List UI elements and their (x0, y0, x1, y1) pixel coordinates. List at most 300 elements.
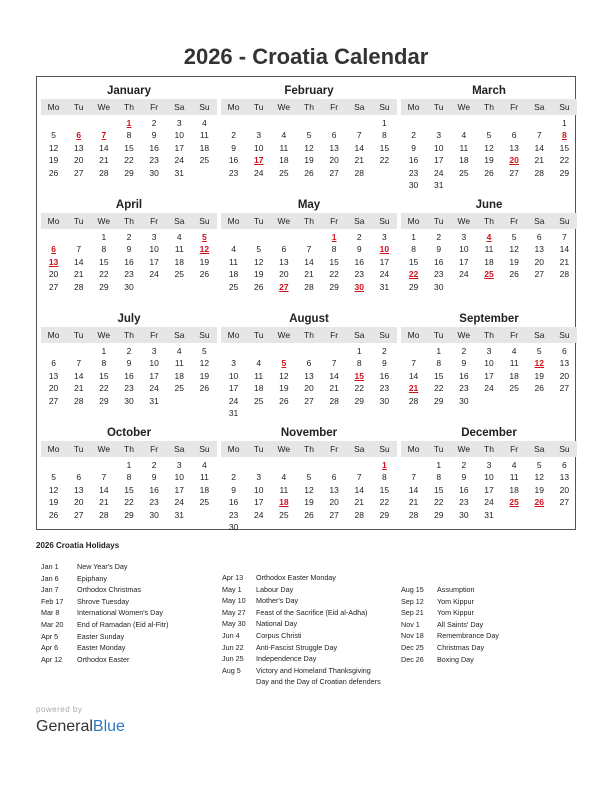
day-cell[interactable]: 21 (304, 269, 314, 280)
day-cell[interactable]: 10 (149, 358, 159, 369)
day-cell[interactable]: 30 (149, 167, 159, 178)
day-cell[interactable]: 27 (509, 167, 519, 178)
day-cell[interactable]: 14 (408, 370, 419, 381)
day-cell[interactable]: 10 (228, 370, 239, 381)
holiday-day-cell[interactable]: 4 (486, 232, 492, 242)
day-cell[interactable]: 19 (534, 484, 544, 495)
day-cell[interactable]: 5 (536, 460, 542, 470)
day-cell[interactable]: 13 (559, 472, 570, 483)
day-cell[interactable]: 13 (304, 370, 314, 381)
day-cell[interactable]: 1 (101, 232, 107, 242)
day-cell[interactable]: 25 (174, 383, 184, 394)
day-cell[interactable]: 15 (124, 142, 134, 153)
day-cell[interactable]: 16 (149, 484, 159, 495)
day-cell[interactable]: 28 (73, 395, 84, 406)
holiday-day-cell[interactable]: 22 (408, 269, 419, 280)
day-cell[interactable]: 4 (281, 472, 287, 483)
day-cell[interactable]: 25 (459, 167, 469, 178)
day-cell[interactable]: 21 (354, 497, 364, 508)
day-cell[interactable]: 30 (228, 521, 239, 532)
day-cell[interactable]: 24 (174, 155, 184, 166)
day-cell[interactable]: 9 (461, 472, 467, 483)
day-cell[interactable]: 16 (228, 155, 239, 166)
day-cell[interactable]: 7 (562, 232, 567, 242)
holiday-day-cell[interactable]: 6 (76, 130, 82, 141)
day-cell[interactable]: 20 (48, 269, 59, 280)
day-cell[interactable]: 4 (281, 130, 287, 141)
day-cell[interactable]: 24 (253, 509, 264, 520)
day-cell[interactable]: 6 (281, 244, 287, 255)
day-cell[interactable]: 7 (411, 358, 416, 369)
day-cell[interactable]: 25 (199, 497, 210, 508)
day-cell[interactable]: 16 (379, 370, 390, 381)
holiday-day-cell[interactable]: 17 (253, 155, 264, 166)
day-cell[interactable]: 5 (51, 130, 56, 141)
day-cell[interactable]: 2 (126, 232, 132, 242)
day-cell[interactable]: 2 (461, 346, 467, 356)
day-cell[interactable]: 26 (199, 383, 210, 394)
holiday-day-cell[interactable]: 27 (279, 281, 289, 292)
day-cell[interactable]: 13 (73, 142, 84, 153)
day-cell[interactable]: 6 (331, 472, 337, 483)
day-cell[interactable]: 10 (174, 472, 184, 483)
day-cell[interactable]: 20 (559, 484, 570, 495)
day-cell[interactable]: 9 (382, 358, 387, 369)
day-cell[interactable]: 24 (149, 383, 159, 394)
day-cell[interactable]: 30 (379, 395, 390, 406)
day-cell[interactable]: 4 (202, 118, 207, 128)
day-cell[interactable]: 1 (126, 460, 132, 470)
day-cell[interactable]: 12 (48, 142, 59, 153)
day-cell[interactable]: 23 (379, 383, 390, 394)
day-cell[interactable]: 17 (149, 256, 159, 267)
day-cell[interactable]: 12 (304, 484, 314, 495)
day-cell[interactable]: 30 (459, 509, 469, 520)
day-cell[interactable]: 4 (511, 460, 517, 470)
day-cell[interactable]: 7 (356, 472, 362, 483)
day-cell[interactable]: 19 (48, 497, 59, 508)
day-cell[interactable]: 4 (231, 244, 236, 255)
day-cell[interactable]: 8 (382, 130, 387, 141)
day-cell[interactable]: 3 (151, 232, 157, 242)
day-cell[interactable]: 11 (484, 244, 494, 255)
day-cell[interactable]: 24 (174, 497, 184, 508)
day-cell[interactable]: 18 (509, 484, 519, 495)
day-cell[interactable]: 6 (76, 472, 82, 483)
day-cell[interactable]: 29 (559, 167, 570, 178)
day-cell[interactable]: 26 (48, 509, 59, 520)
day-cell[interactable]: 19 (304, 497, 314, 508)
day-cell[interactable]: 4 (461, 130, 467, 141)
day-cell[interactable]: 28 (559, 269, 570, 280)
day-cell[interactable]: 11 (509, 472, 519, 483)
day-cell[interactable]: 17 (174, 484, 184, 495)
day-cell[interactable]: 4 (176, 346, 182, 356)
day-cell[interactable]: 9 (461, 358, 467, 369)
holiday-day-cell[interactable]: 26 (534, 497, 544, 508)
day-cell[interactable]: 15 (99, 256, 109, 267)
day-cell[interactable]: 30 (459, 395, 469, 406)
day-cell[interactable]: 22 (124, 155, 134, 166)
day-cell[interactable]: 20 (534, 256, 544, 267)
day-cell[interactable]: 24 (253, 167, 264, 178)
day-cell[interactable]: 30 (124, 281, 134, 292)
holiday-day-cell[interactable]: 21 (408, 383, 419, 394)
day-cell[interactable]: 23 (149, 497, 159, 508)
day-cell[interactable]: 13 (329, 484, 339, 495)
day-cell[interactable]: 25 (253, 395, 264, 406)
day-cell[interactable]: 21 (329, 383, 339, 394)
day-cell[interactable]: 14 (354, 142, 364, 153)
day-cell[interactable]: 28 (354, 509, 364, 520)
day-cell[interactable]: 5 (486, 130, 492, 141)
day-cell[interactable]: 11 (279, 484, 289, 495)
day-cell[interactable]: 16 (354, 256, 364, 267)
day-cell[interactable]: 21 (559, 256, 570, 267)
day-cell[interactable]: 30 (433, 281, 444, 292)
day-cell[interactable]: 8 (382, 472, 387, 483)
day-cell[interactable]: 14 (329, 370, 339, 381)
day-cell[interactable]: 13 (48, 370, 59, 381)
day-cell[interactable]: 5 (306, 472, 312, 483)
day-cell[interactable]: 23 (124, 269, 134, 280)
day-cell[interactable]: 9 (231, 484, 236, 495)
day-cell[interactable]: 14 (73, 256, 84, 267)
day-cell[interactable]: 18 (199, 142, 210, 153)
day-cell[interactable]: 18 (228, 269, 239, 280)
day-cell[interactable]: 15 (124, 484, 134, 495)
day-cell[interactable]: 19 (199, 256, 210, 267)
day-cell[interactable]: 28 (99, 167, 109, 178)
day-cell[interactable]: 13 (534, 244, 544, 255)
day-cell[interactable]: 14 (354, 484, 364, 495)
day-cell[interactable]: 8 (101, 244, 107, 255)
day-cell[interactable]: 17 (433, 155, 444, 166)
holiday-day-cell[interactable]: 15 (354, 370, 364, 381)
day-cell[interactable]: 5 (306, 130, 312, 141)
day-cell[interactable]: 26 (304, 509, 314, 520)
day-cell[interactable]: 31 (228, 407, 239, 418)
day-cell[interactable]: 19 (484, 155, 494, 166)
day-cell[interactable]: 22 (329, 269, 339, 280)
day-cell[interactable]: 18 (199, 484, 210, 495)
day-cell[interactable]: 10 (253, 484, 264, 495)
day-cell[interactable]: 6 (306, 358, 312, 369)
day-cell[interactable]: 2 (461, 460, 467, 470)
day-cell[interactable]: 29 (329, 281, 339, 292)
day-cell[interactable]: 11 (279, 142, 289, 153)
day-cell[interactable]: 11 (174, 358, 184, 369)
day-cell[interactable]: 29 (99, 281, 109, 292)
day-cell[interactable]: 25 (279, 167, 289, 178)
day-cell[interactable]: 23 (408, 167, 419, 178)
day-cell[interactable]: 5 (51, 472, 56, 483)
day-cell[interactable]: 23 (459, 497, 469, 508)
day-cell[interactable]: 29 (379, 509, 390, 520)
day-cell[interactable]: 10 (433, 142, 444, 153)
day-cell[interactable]: 17 (484, 484, 494, 495)
day-cell[interactable]: 16 (124, 370, 134, 381)
day-cell[interactable]: 18 (484, 256, 494, 267)
day-cell[interactable]: 18 (459, 155, 469, 166)
day-cell[interactable]: 16 (124, 256, 134, 267)
day-cell[interactable]: 7 (76, 244, 82, 255)
day-cell[interactable]: 2 (231, 130, 236, 141)
day-cell[interactable]: 19 (48, 155, 59, 166)
day-cell[interactable]: 13 (329, 142, 339, 153)
day-cell[interactable]: 14 (559, 244, 570, 255)
day-cell[interactable]: 12 (48, 484, 59, 495)
day-cell[interactable]: 21 (534, 155, 544, 166)
holiday-day-cell[interactable]: 7 (101, 130, 107, 141)
day-cell[interactable]: 16 (433, 256, 444, 267)
day-cell[interactable]: 8 (411, 244, 416, 255)
day-cell[interactable]: 19 (509, 256, 519, 267)
day-cell[interactable]: 11 (254, 370, 264, 381)
day-cell[interactable]: 3 (382, 232, 387, 242)
day-cell[interactable]: 17 (174, 142, 184, 153)
day-cell[interactable]: 12 (304, 142, 314, 153)
day-cell[interactable]: 3 (176, 118, 182, 128)
day-cell[interactable]: 11 (509, 358, 519, 369)
holiday-day-cell[interactable]: 18 (279, 497, 289, 508)
day-cell[interactable]: 8 (126, 130, 132, 141)
day-cell[interactable]: 6 (562, 346, 567, 356)
day-cell[interactable]: 19 (534, 370, 544, 381)
day-cell[interactable]: 1 (562, 118, 567, 128)
day-cell[interactable]: 26 (509, 269, 519, 280)
day-cell[interactable]: 29 (354, 395, 364, 406)
day-cell[interactable]: 8 (436, 358, 442, 369)
day-cell[interactable]: 31 (433, 179, 444, 190)
day-cell[interactable]: 25 (228, 281, 239, 292)
holiday-day-cell[interactable]: 1 (382, 460, 387, 470)
day-cell[interactable]: 21 (99, 497, 109, 508)
day-cell[interactable]: 22 (99, 383, 109, 394)
day-cell[interactable]: 27 (534, 269, 544, 280)
day-cell[interactable]: 28 (354, 167, 364, 178)
day-cell[interactable]: 1 (411, 232, 416, 242)
day-cell[interactable]: 15 (433, 370, 444, 381)
day-cell[interactable]: 2 (126, 346, 132, 356)
day-cell[interactable]: 22 (559, 155, 570, 166)
day-cell[interactable]: 21 (73, 383, 84, 394)
day-cell[interactable]: 25 (199, 155, 210, 166)
holiday-day-cell[interactable]: 12 (199, 244, 210, 255)
day-cell[interactable]: 14 (99, 142, 109, 153)
day-cell[interactable]: 17 (379, 256, 390, 267)
day-cell[interactable]: 14 (408, 484, 419, 495)
day-cell[interactable]: 21 (99, 155, 109, 166)
day-cell[interactable]: 27 (559, 497, 570, 508)
day-cell[interactable]: 30 (149, 509, 159, 520)
day-cell[interactable]: 17 (484, 370, 494, 381)
day-cell[interactable]: 3 (486, 346, 492, 356)
day-cell[interactable]: 27 (329, 509, 339, 520)
day-cell[interactable]: 8 (436, 472, 442, 483)
day-cell[interactable]: 22 (379, 497, 390, 508)
day-cell[interactable]: 3 (436, 130, 442, 141)
day-cell[interactable]: 22 (124, 497, 134, 508)
day-cell[interactable]: 6 (51, 358, 56, 369)
day-cell[interactable]: 11 (229, 256, 238, 267)
day-cell[interactable]: 9 (151, 130, 157, 141)
day-cell[interactable]: 26 (304, 167, 314, 178)
day-cell[interactable]: 2 (382, 346, 387, 356)
day-cell[interactable]: 16 (459, 370, 469, 381)
day-cell[interactable]: 18 (174, 256, 184, 267)
day-cell[interactable]: 15 (379, 142, 390, 153)
holiday-day-cell[interactable]: 8 (562, 130, 567, 141)
day-cell[interactable]: 9 (411, 142, 416, 153)
day-cell[interactable]: 17 (253, 497, 264, 508)
day-cell[interactable]: 28 (534, 167, 544, 178)
day-cell[interactable]: 17 (228, 383, 239, 394)
day-cell[interactable]: 2 (411, 130, 416, 141)
day-cell[interactable]: 1 (436, 346, 442, 356)
day-cell[interactable]: 12 (484, 142, 494, 153)
day-cell[interactable]: 6 (511, 130, 517, 141)
day-cell[interactable]: 11 (200, 472, 209, 483)
day-cell[interactable]: 14 (99, 484, 109, 495)
holiday-day-cell[interactable]: 25 (509, 497, 519, 508)
day-cell[interactable]: 3 (486, 460, 492, 470)
day-cell[interactable]: 14 (304, 256, 314, 267)
day-cell[interactable]: 3 (256, 130, 262, 141)
day-cell[interactable]: 30 (124, 395, 134, 406)
day-cell[interactable]: 16 (228, 497, 239, 508)
day-cell[interactable]: 23 (149, 155, 159, 166)
day-cell[interactable]: 19 (304, 155, 314, 166)
day-cell[interactable]: 19 (279, 383, 289, 394)
holiday-day-cell[interactable]: 25 (484, 269, 494, 280)
day-cell[interactable]: 7 (536, 130, 542, 141)
day-cell[interactable]: 24 (379, 269, 390, 280)
day-cell[interactable]: 15 (433, 484, 444, 495)
day-cell[interactable]: 18 (509, 370, 519, 381)
day-cell[interactable]: 16 (149, 142, 159, 153)
day-cell[interactable]: 2 (436, 232, 442, 242)
day-cell[interactable]: 9 (126, 358, 132, 369)
day-cell[interactable]: 11 (200, 130, 209, 141)
day-cell[interactable]: 5 (202, 346, 207, 356)
day-cell[interactable]: 25 (509, 383, 519, 394)
day-cell[interactable]: 10 (149, 244, 159, 255)
day-cell[interactable]: 8 (101, 358, 107, 369)
day-cell[interactable]: 3 (461, 232, 467, 242)
day-cell[interactable]: 9 (231, 142, 236, 153)
day-cell[interactable]: 11 (459, 142, 469, 153)
day-cell[interactable]: 29 (124, 167, 134, 178)
day-cell[interactable]: 31 (379, 281, 390, 292)
day-cell[interactable]: 7 (411, 472, 416, 483)
day-cell[interactable]: 9 (436, 244, 442, 255)
day-cell[interactable]: 2 (151, 460, 157, 470)
day-cell[interactable]: 20 (279, 269, 289, 280)
day-cell[interactable]: 7 (76, 358, 82, 369)
day-cell[interactable]: 26 (253, 281, 264, 292)
day-cell[interactable]: 4 (202, 460, 207, 470)
day-cell[interactable]: 28 (408, 395, 419, 406)
day-cell[interactable]: 3 (256, 472, 262, 483)
day-cell[interactable]: 28 (329, 395, 339, 406)
holiday-day-cell[interactable]: 1 (331, 232, 337, 242)
day-cell[interactable]: 25 (174, 269, 184, 280)
day-cell[interactable]: 2 (151, 118, 157, 128)
day-cell[interactable]: 22 (433, 383, 444, 394)
holiday-day-cell[interactable]: 30 (354, 281, 364, 292)
day-cell[interactable]: 3 (231, 358, 236, 369)
day-cell[interactable]: 12 (279, 370, 289, 381)
day-cell[interactable]: 12 (199, 358, 210, 369)
day-cell[interactable]: 2 (231, 472, 236, 483)
holiday-day-cell[interactable]: 5 (202, 232, 207, 242)
day-cell[interactable]: 23 (228, 167, 239, 178)
day-cell[interactable]: 17 (149, 370, 159, 381)
day-cell[interactable]: 20 (73, 497, 84, 508)
day-cell[interactable]: 13 (509, 142, 519, 153)
day-cell[interactable]: 26 (279, 395, 289, 406)
holiday-day-cell[interactable]: 1 (126, 118, 132, 128)
day-cell[interactable]: 10 (484, 358, 494, 369)
day-cell[interactable]: 20 (559, 370, 570, 381)
day-cell[interactable]: 29 (433, 395, 444, 406)
day-cell[interactable]: 29 (408, 281, 419, 292)
day-cell[interactable]: 28 (408, 509, 419, 520)
day-cell[interactable]: 13 (559, 358, 570, 369)
day-cell[interactable]: 13 (73, 484, 84, 495)
day-cell[interactable]: 22 (354, 383, 364, 394)
holiday-day-cell[interactable]: 20 (509, 155, 519, 166)
day-cell[interactable]: 20 (304, 383, 314, 394)
day-cell[interactable]: 31 (484, 509, 494, 520)
day-cell[interactable]: 18 (174, 370, 184, 381)
day-cell[interactable]: 23 (228, 509, 239, 520)
day-cell[interactable]: 19 (253, 269, 264, 280)
day-cell[interactable]: 29 (433, 509, 444, 520)
day-cell[interactable]: 6 (562, 460, 567, 470)
day-cell[interactable]: 20 (48, 383, 59, 394)
day-cell[interactable]: 11 (174, 244, 184, 255)
day-cell[interactable]: 28 (304, 281, 314, 292)
day-cell[interactable]: 31 (149, 395, 159, 406)
day-cell[interactable]: 9 (126, 244, 132, 255)
day-cell[interactable]: 3 (151, 346, 157, 356)
day-cell[interactable]: 26 (534, 383, 544, 394)
brand-logo[interactable] (36, 718, 125, 736)
day-cell[interactable]: 12 (534, 472, 544, 483)
day-cell[interactable]: 31 (174, 167, 184, 178)
day-cell[interactable]: 9 (151, 472, 157, 483)
day-cell[interactable]: 7 (101, 472, 107, 483)
day-cell[interactable]: 5 (511, 232, 517, 242)
day-cell[interactable]: 30 (408, 179, 419, 190)
day-cell[interactable]: 21 (408, 497, 419, 508)
day-cell[interactable]: 1 (356, 346, 362, 356)
day-cell[interactable]: 15 (99, 370, 109, 381)
day-cell[interactable]: 5 (256, 244, 262, 255)
day-cell[interactable]: 27 (73, 167, 84, 178)
day-cell[interactable]: 4 (256, 358, 262, 369)
day-cell[interactable]: 24 (149, 269, 159, 280)
day-cell[interactable]: 29 (99, 395, 109, 406)
day-cell[interactable]: 28 (99, 509, 109, 520)
day-cell[interactable]: 6 (331, 130, 337, 141)
day-cell[interactable]: 16 (459, 484, 469, 495)
day-cell[interactable]: 2 (356, 232, 362, 242)
day-cell[interactable]: 26 (484, 167, 494, 178)
day-cell[interactable]: 27 (73, 509, 84, 520)
